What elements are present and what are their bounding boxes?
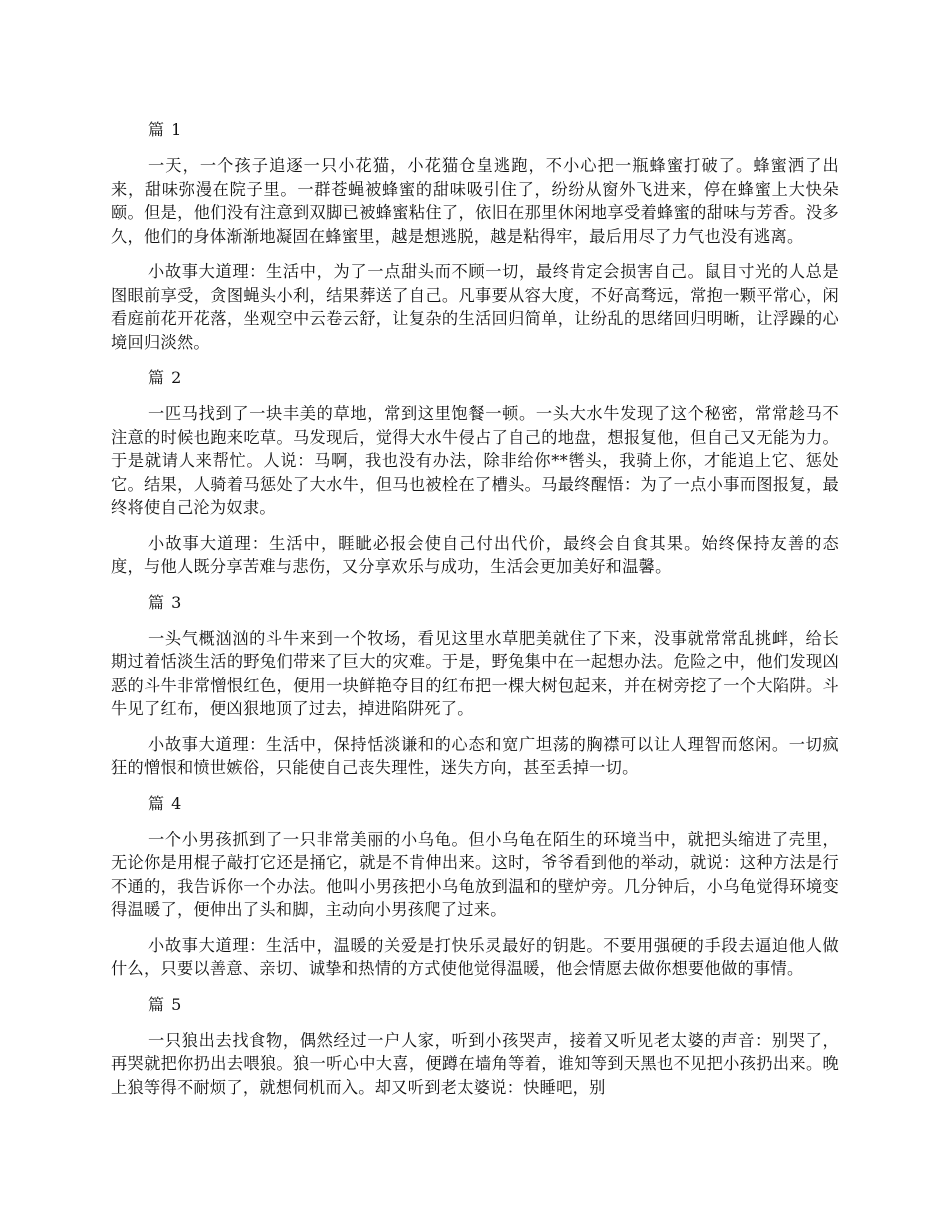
lesson-paragraph: 小故事大道理：生活中，保持恬淡谦和的心态和宽广坦荡的胸襟可以让人理智而悠闲。一切疯狂的憎恨和愤世嫉俗，只能使自己丧失理性，迷失方向，甚至丢掉一切。 [111, 734, 839, 777]
section-heading: 篇 2 [148, 368, 183, 387]
story-paragraph: 一只狼出去找食物，偶然经过一户人家，听到小孩哭声，接着又听见老太婆的声音：别哭了，再哭就把你扔出去喂狼。狼一听心中大喜，便蹲在墙角等着，谁知等到天黑也不见把小孩扔出来。晚上狼等得不耐烦了，就想伺机而入。却又听到老太婆说：快睡吧，别 [111, 1030, 839, 1097]
section-heading: 篇 5 [148, 994, 183, 1014]
story-paragraph: 一个小男孩抓到了一只非常美丽的小乌龟。但小乌龟在陌生的环境当中，就把头缩进了壳里，无论你是用棍子敲打它还是捅它，就是不肯伸出来。这时，爷爷看到他的举动，就说：这种方法是行不通的，我告诉你一个办法。他叫小男孩把小乌龟放到温和的壁炉旁。几分钟后，小乌龟觉得环境变得温暖了，便伸出了头和脚，主动向小男孩爬了过来。 [111, 829, 839, 919]
section-4 [111, 792, 839, 981]
section-1 [111, 118, 839, 354]
lesson-paragraph: 小故事大道理：生活中，温暖的关爱是打快乐灵最好的钥匙。不要用强硬的手段去逼迫他人做什么，只要以善意、亲切、诚挚和热情的方式使他觉得温暖，他会情愿去做你想要他做的事情。 [111, 935, 839, 978]
section-3 [111, 591, 839, 780]
lesson-paragraph: 小故事大道理：生活中，为了一点甜头而不顾一切，最终肯定会损害自己。鼠目寸光的人总是图眼前享受，贪图蝇头小利，结果葬送了自己。凡事要从容大度，不好高骛远，常抱一颗平常心，闲看庭前花开花落，坐观空中云卷云舒，让复杂的生活回归简单，让纷乱的思绪回归明晰，让浮躁的心境回归淡然。 [111, 262, 839, 352]
story-paragraph: 一匹马找到了一块丰美的草地，常到这里饱餐一顿。一头大水牛发现了这个秘密，常常趁马不注意的时候也跑来吃草。马发现后，觉得大水牛侵占了自己的地盘，想报复他，但自己又无能为力。于是就请人来帮忙。人说：马啊，我也没有办法，除非给你**辔头，我骑上你，才能追上它、惩处它。结果，人骑着马惩处了大水牛，但马也被栓在了槽头。马最终醒悟：为了一点小事而图报复，最终将使自己沦为奴隶。 [111, 404, 839, 517]
story-paragraph: 一天，一个孩子追逐一只小花猫，小花猫仓皇逃跑，不小心把一瓶蜂蜜打破了。蜂蜜洒了出来，甜味弥漫在院子里。一群苍蝇被蜂蜜的甜味吸引住了，纷纷从窗外飞进来，停在蜂蜜上大快朵颐。但是，他们没有注意到双脚已被蜂蜜粘住了，依旧在那里休闲地享受着蜂蜜的甜味与芳香。没多久，他们的身体渐渐地凝固在蜂蜜里，越是想逃脱，越是粘得牢，最后用尽了力气也没有逃离。 [111, 156, 839, 246]
document-body [111, 118, 839, 1111]
section-5 [111, 993, 839, 1100]
section-2 [111, 366, 839, 579]
story-paragraph: 一头气概汹汹的斗牛来到一个牧场，看见这里水草肥美就住了下来，没事就常常乱挑衅，给长期过着恬淡生活的野兔们带来了巨大的灾难。于是，野兔集中在一起想办法。危险之中，他们发现凶恶的斗牛非常憎恨红色，便用一块鲜艳夺目的红布把一棵大树包起来，并在树旁挖了一个大陷阱。斗牛见了红布，便凶狠地顶了过去，掉进陷阱死了。 [111, 628, 839, 718]
section-heading: 篇 4 [148, 793, 183, 813]
lesson-paragraph: 小故事大道理：生活中，睚眦必报会使自己付出代价，最终会自食其果。始终保持友善的态度，与他人既分享苦难与悲伤，又分享欢乐与成功，生活会更加美好和温馨。 [111, 533, 839, 576]
section-heading: 篇 3 [148, 592, 183, 612]
section-heading: 篇 1 [148, 120, 183, 139]
